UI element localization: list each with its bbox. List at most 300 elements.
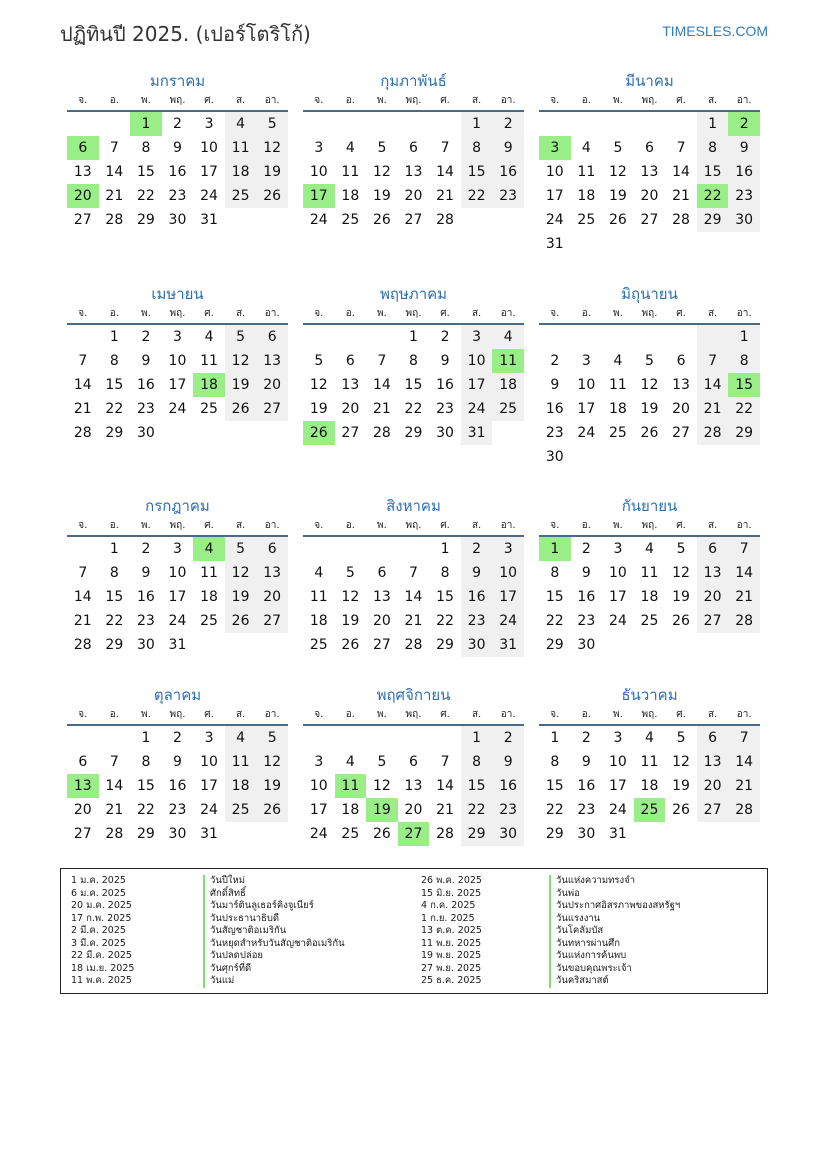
day-cell: 13: [67, 774, 99, 798]
day-cell: 5: [345, 565, 355, 581]
empty-cell: [429, 726, 461, 750]
empty-cell: [225, 421, 257, 445]
day-cell: 4: [613, 353, 623, 369]
month-name: สิงหาคม: [386, 497, 441, 515]
day-grid: [67, 537, 288, 657]
weekday-label: พฤ.: [169, 95, 186, 106]
day-cell: 21: [672, 188, 690, 204]
weekday-label: อ.: [581, 95, 591, 106]
day-cell: 11: [492, 349, 524, 373]
weekday-label: ส.: [235, 95, 246, 106]
empty-cell: [225, 633, 257, 657]
empty-cell: [665, 445, 697, 469]
empty-cell: [728, 445, 760, 469]
day-grid: [303, 537, 524, 657]
weekday-label: อ.: [581, 520, 591, 531]
day-cell: 12: [608, 164, 627, 180]
day-cell: 7: [109, 754, 119, 770]
day-cell: 7: [78, 565, 88, 581]
day-cell: 10: [545, 164, 564, 180]
day-cell: 29: [545, 637, 564, 653]
day-cell: 22: [697, 184, 729, 208]
day-cell: 22: [404, 401, 423, 417]
weekday-label: ศ.: [440, 95, 450, 106]
month-block: [67, 283, 288, 445]
day-cell: 17: [200, 164, 218, 180]
day-cell: 10: [577, 377, 596, 393]
legend-dates-right: [421, 875, 482, 988]
day-cell: 18: [640, 589, 659, 605]
day-cell: 13: [256, 561, 288, 585]
day-cell: 20: [697, 585, 729, 609]
empty-cell: [162, 421, 194, 445]
day-cell: 20: [697, 774, 729, 798]
empty-cell: [571, 232, 603, 256]
day-cell: 21: [73, 401, 92, 417]
legend-date: 11 พ.ค. 2025: [71, 975, 132, 986]
weekday-label: พ.: [377, 520, 387, 531]
empty-cell: [366, 325, 398, 349]
weekday-header: [303, 517, 524, 537]
empty-cell: [303, 537, 335, 561]
day-cell: 15: [545, 589, 564, 605]
day-cell: 11: [225, 750, 257, 774]
weekday-label: ส.: [707, 308, 718, 319]
day-cell: 28: [672, 212, 690, 228]
day-grid: [303, 112, 524, 232]
day-cell: 12: [672, 754, 690, 770]
day-cell: 22: [728, 397, 760, 421]
legend-names-right: [549, 875, 680, 988]
day-cell: 17: [200, 778, 218, 794]
day-cell: 5: [645, 353, 654, 369]
day-cell: 17: [608, 589, 627, 605]
day-cell: 9: [728, 136, 760, 160]
day-cell: 5: [377, 140, 387, 156]
day-cell: 30: [136, 425, 155, 441]
day-cell: 16: [577, 589, 596, 605]
weekday-label: อา.: [736, 95, 752, 106]
weekday-label: พฤ.: [405, 709, 422, 720]
weekday-label: อา.: [736, 308, 752, 319]
weekday-label: พ.: [141, 95, 151, 106]
empty-cell: [602, 633, 634, 657]
day-cell: 25: [341, 212, 360, 228]
day-cell: 18: [492, 373, 524, 397]
day-cell: 13: [640, 164, 659, 180]
empty-cell: [303, 726, 335, 750]
day-cell: 15: [105, 377, 124, 393]
empty-cell: [571, 112, 603, 136]
weekday-label: อา.: [500, 520, 516, 531]
day-cell: 5: [676, 730, 686, 746]
day-cell: 26: [225, 609, 257, 633]
day-cell: 12: [256, 750, 288, 774]
day-cell: 9: [173, 140, 182, 156]
empty-cell: [398, 726, 430, 750]
legend-date: 3 มี.ค. 2025: [71, 937, 126, 949]
month-name: มิถุนายน: [621, 285, 678, 303]
day-cell: 8: [409, 353, 418, 369]
weekday-label: พ.: [377, 709, 387, 720]
day-cell: 27: [256, 609, 288, 633]
day-cell: 3: [461, 325, 493, 349]
weekday-label: จ.: [550, 520, 560, 531]
day-cell: 6: [345, 353, 355, 369]
day-cell: 3: [173, 329, 182, 345]
day-cell: 2: [492, 726, 524, 750]
day-cell: 18: [608, 401, 627, 417]
day-cell: 20: [372, 613, 391, 629]
weekday-label: จ.: [314, 520, 324, 531]
day-cell: 21: [728, 774, 760, 798]
day-cell: 10: [461, 349, 493, 373]
day-cell: 16: [136, 377, 155, 393]
day-cell: 17: [303, 184, 335, 208]
day-cell: 25: [200, 613, 218, 629]
legend-holiday-name: วันแรงงาน: [549, 913, 680, 926]
day-cell: 24: [168, 613, 187, 629]
day-cell: 22: [436, 613, 454, 629]
day-cell: 25: [608, 425, 627, 441]
day-cell: 4: [345, 754, 355, 770]
empty-cell: [67, 112, 99, 136]
weekday-label: ศ.: [204, 308, 214, 319]
day-cell: 22: [136, 188, 155, 204]
legend-date: 15 มิ.ย. 2025: [421, 887, 482, 899]
day-cell: 16: [728, 160, 760, 184]
day-cell: 9: [550, 377, 560, 393]
day-cell: 23: [728, 184, 760, 208]
day-cell: 21: [436, 802, 454, 818]
day-cell: 3: [173, 541, 182, 557]
day-cell: 26: [341, 637, 360, 653]
day-cell: 27: [372, 637, 391, 653]
weekday-label: พฤ.: [169, 709, 186, 720]
day-cell: 14: [697, 373, 729, 397]
day-cell: 4: [314, 565, 324, 581]
weekday-label: จ.: [314, 308, 324, 319]
day-cell: 2: [440, 329, 450, 345]
empty-cell: [697, 325, 729, 349]
month-name: กันยายน: [621, 497, 678, 515]
day-cell: 19: [608, 188, 627, 204]
empty-cell: [461, 208, 493, 232]
day-cell: 27: [672, 425, 690, 441]
day-cell: 15: [545, 778, 564, 794]
empty-cell: [303, 325, 335, 349]
day-cell: 9: [581, 565, 591, 581]
weekday-label: จ.: [78, 520, 88, 531]
month-block: [67, 684, 288, 846]
weekday-label: จ.: [314, 709, 324, 720]
day-cell: 20: [341, 401, 360, 417]
day-cell: 5: [225, 325, 257, 349]
day-cell: 22: [545, 802, 564, 818]
weekday-label: ศ.: [676, 308, 686, 319]
month-block: [67, 495, 288, 657]
empty-cell: [665, 325, 697, 349]
weekday-label: ส.: [707, 95, 718, 106]
day-cell: 6: [256, 325, 288, 349]
weekday-label: พ.: [141, 308, 151, 319]
day-cell: 25: [200, 401, 218, 417]
empty-cell: [634, 325, 666, 349]
day-cell: 29: [404, 425, 423, 441]
weekday-header: [67, 517, 288, 537]
day-cell: 11: [309, 589, 328, 605]
weekday-label: จ.: [78, 308, 88, 319]
day-cell: 9: [141, 565, 151, 581]
day-cell: 6: [78, 754, 88, 770]
weekday-label: พ.: [377, 95, 387, 106]
legend-holiday-name: วันสัญชาติอเมริกัน: [203, 925, 345, 938]
weekday-label: อ.: [345, 520, 355, 531]
month-block: [67, 70, 288, 232]
day-cell: 11: [640, 565, 659, 581]
day-cell: 31: [200, 826, 218, 842]
day-cell: 20: [672, 401, 690, 417]
day-cell: 13: [372, 589, 391, 605]
weekday-label: พฤ.: [405, 520, 422, 531]
day-cell: 14: [728, 561, 760, 585]
weekday-header: [539, 305, 760, 325]
day-grid: [539, 726, 760, 846]
weekday-header: [303, 92, 524, 112]
empty-cell: [634, 633, 666, 657]
day-cell: 13: [672, 377, 690, 393]
day-cell: 2: [550, 353, 560, 369]
weekday-label: ศ.: [204, 95, 214, 106]
day-cell: 22: [545, 613, 564, 629]
legend-holiday-name: วันแห่งความทรงจำ: [549, 875, 680, 888]
legend-holiday-name: วันคริสมาสต์: [549, 975, 680, 988]
day-cell: 7: [728, 537, 760, 561]
legend-date: 1 ก.ย. 2025: [421, 912, 475, 924]
day-cell: 29: [436, 637, 454, 653]
day-cell: 7: [440, 140, 450, 156]
day-cell: 1: [550, 730, 560, 746]
day-cell: 3: [492, 537, 524, 561]
day-cell: 22: [136, 802, 155, 818]
day-cell: 10: [168, 353, 187, 369]
weekday-label: ศ.: [676, 520, 686, 531]
day-cell: 8: [141, 754, 151, 770]
weekday-label: ศ.: [204, 709, 214, 720]
empty-cell: [225, 208, 257, 232]
day-cell: 31: [492, 633, 524, 657]
legend-holiday-name: วันประธานาธิบดี: [203, 913, 345, 926]
day-cell: 3: [539, 136, 571, 160]
weekday-label: ส.: [235, 308, 246, 319]
weekday-label: อา.: [264, 520, 280, 531]
day-cell: 2: [141, 329, 151, 345]
day-cell: 13: [256, 349, 288, 373]
day-cell: 29: [461, 822, 493, 846]
empty-cell: [99, 726, 131, 750]
empty-cell: [728, 232, 760, 256]
empty-cell: [571, 325, 603, 349]
month-block: [539, 684, 760, 846]
weekday-label: พ.: [377, 308, 387, 319]
empty-cell: [697, 633, 729, 657]
empty-cell: [697, 232, 729, 256]
legend-date: 2 มี.ค. 2025: [71, 925, 126, 936]
empty-cell: [602, 325, 634, 349]
day-cell: 6: [409, 140, 418, 156]
day-cell: 24: [309, 212, 328, 228]
legend-date: 13 ต.ค. 2025: [421, 925, 482, 936]
day-cell: 17: [492, 585, 524, 609]
day-cell: 6: [697, 537, 729, 561]
day-cell: 23: [136, 613, 155, 629]
day-cell: 10: [309, 164, 328, 180]
empty-cell: [728, 633, 760, 657]
weekday-label: พฤ.: [641, 520, 658, 531]
day-cell: 12: [256, 136, 288, 160]
legend-holiday-name: วันทหารผ่านศึก: [549, 938, 680, 951]
day-cell: 17: [168, 589, 187, 605]
weekday-label: อ.: [345, 709, 355, 720]
day-cell: 24: [309, 826, 328, 842]
day-cell: 29: [545, 826, 564, 842]
day-cell: 26: [640, 425, 659, 441]
weekday-label: อา.: [736, 709, 752, 720]
weekday-label: อา.: [500, 308, 516, 319]
day-cell: 18: [309, 613, 328, 629]
day-cell: 15: [728, 373, 760, 397]
day-cell: 1: [539, 537, 571, 561]
day-cell: 12: [309, 377, 328, 393]
day-cell: 8: [697, 136, 729, 160]
weekday-label: ศ.: [440, 308, 450, 319]
day-cell: 5: [225, 537, 257, 561]
day-cell: 26: [372, 212, 391, 228]
day-cell: 19: [256, 774, 288, 798]
weekday-label: ส.: [707, 709, 718, 720]
day-cell: 8: [440, 565, 450, 581]
day-cell: 30: [492, 822, 524, 846]
legend-date: 6 ม.ค. 2025: [71, 887, 126, 899]
day-cell: 30: [136, 637, 155, 653]
day-cell: 28: [404, 637, 423, 653]
day-cell: 19: [225, 373, 257, 397]
day-cell: 19: [366, 798, 398, 822]
day-cell: 30: [461, 633, 493, 657]
day-cell: 23: [136, 401, 155, 417]
weekday-label: ศ.: [204, 520, 214, 531]
weekday-label: จ.: [78, 709, 88, 720]
empty-cell: [697, 445, 729, 469]
day-cell: 14: [436, 164, 454, 180]
day-cell: 15: [105, 589, 124, 605]
empty-cell: [728, 822, 760, 846]
day-cell: 13: [404, 778, 423, 794]
day-cell: 4: [645, 730, 654, 746]
day-cell: 6: [676, 353, 686, 369]
legend-holiday-name: วันแม่: [203, 975, 345, 988]
weekday-label: อ.: [581, 308, 591, 319]
day-cell: 12: [372, 778, 391, 794]
day-cell: 21: [728, 585, 760, 609]
legend-date: 27 พ.ย. 2025: [421, 962, 482, 974]
day-cell: 14: [73, 589, 92, 605]
day-cell: 18: [225, 160, 257, 184]
month-name: มีนาคม: [625, 72, 674, 90]
weekday-label: อ.: [581, 709, 591, 720]
day-cell: 13: [697, 750, 729, 774]
day-cell: 6: [409, 754, 418, 770]
empty-cell: [225, 822, 257, 846]
month-name: เมษายน: [151, 285, 204, 303]
empty-cell: [335, 325, 367, 349]
day-cell: 25: [225, 798, 257, 822]
day-cell: 30: [577, 826, 596, 842]
weekday-label: พฤ.: [169, 308, 186, 319]
day-cell: 23: [492, 184, 524, 208]
day-grid: [67, 112, 288, 232]
day-cell: 2: [461, 537, 493, 561]
month-name: กรกฎาคม: [145, 497, 210, 515]
day-cell: 25: [225, 184, 257, 208]
weekday-label: อ.: [109, 308, 119, 319]
day-cell: 6: [67, 136, 99, 160]
legend-date: 4 ก.ค. 2025: [421, 900, 476, 911]
day-cell: 17: [309, 802, 328, 818]
weekday-label: อา.: [264, 709, 280, 720]
empty-cell: [665, 112, 697, 136]
empty-cell: [634, 232, 666, 256]
day-cell: 19: [309, 401, 328, 417]
day-cell: 25: [577, 212, 596, 228]
empty-cell: [303, 112, 335, 136]
day-cell: 26: [672, 613, 690, 629]
day-cell: 10: [492, 561, 524, 585]
day-cell: 4: [204, 329, 214, 345]
day-cell: 11: [577, 164, 596, 180]
day-cell: 23: [545, 425, 564, 441]
day-cell: 15: [136, 778, 155, 794]
day-cell: 4: [345, 140, 355, 156]
empty-cell: [335, 537, 367, 561]
empty-cell: [67, 537, 99, 561]
legend-holiday-name: วันแห่งการค้นพบ: [549, 950, 680, 963]
weekday-label: อ.: [345, 95, 355, 106]
empty-cell: [697, 822, 729, 846]
legend-holiday-name: ศักดิ์สิทธิ์: [203, 888, 345, 901]
day-cell: 2: [141, 541, 151, 557]
day-cell: 12: [341, 589, 360, 605]
day-cell: 17: [168, 377, 187, 393]
day-cell: 30: [545, 449, 564, 465]
site-link[interactable]: TIMESLES.COM: [662, 23, 768, 39]
legend-holiday-name: วันหยุดสำหรับวันสัญชาติอเมริกัน: [203, 938, 345, 951]
day-cell: 27: [697, 609, 729, 633]
day-cell: 18: [341, 188, 360, 204]
day-cell: 16: [168, 778, 187, 794]
day-cell: 5: [256, 726, 288, 750]
day-cell: 1: [130, 112, 162, 136]
day-cell: 21: [697, 397, 729, 421]
day-cell: 11: [200, 353, 218, 369]
day-cell: 27: [73, 826, 92, 842]
day-cell: 20: [256, 585, 288, 609]
empty-cell: [634, 445, 666, 469]
page-title: ปฏิทินปี 2025. (เปอร์โตริโก้): [60, 22, 311, 46]
weekday-label: พ.: [141, 520, 151, 531]
day-grid: [303, 726, 524, 846]
day-cell: 28: [105, 826, 124, 842]
